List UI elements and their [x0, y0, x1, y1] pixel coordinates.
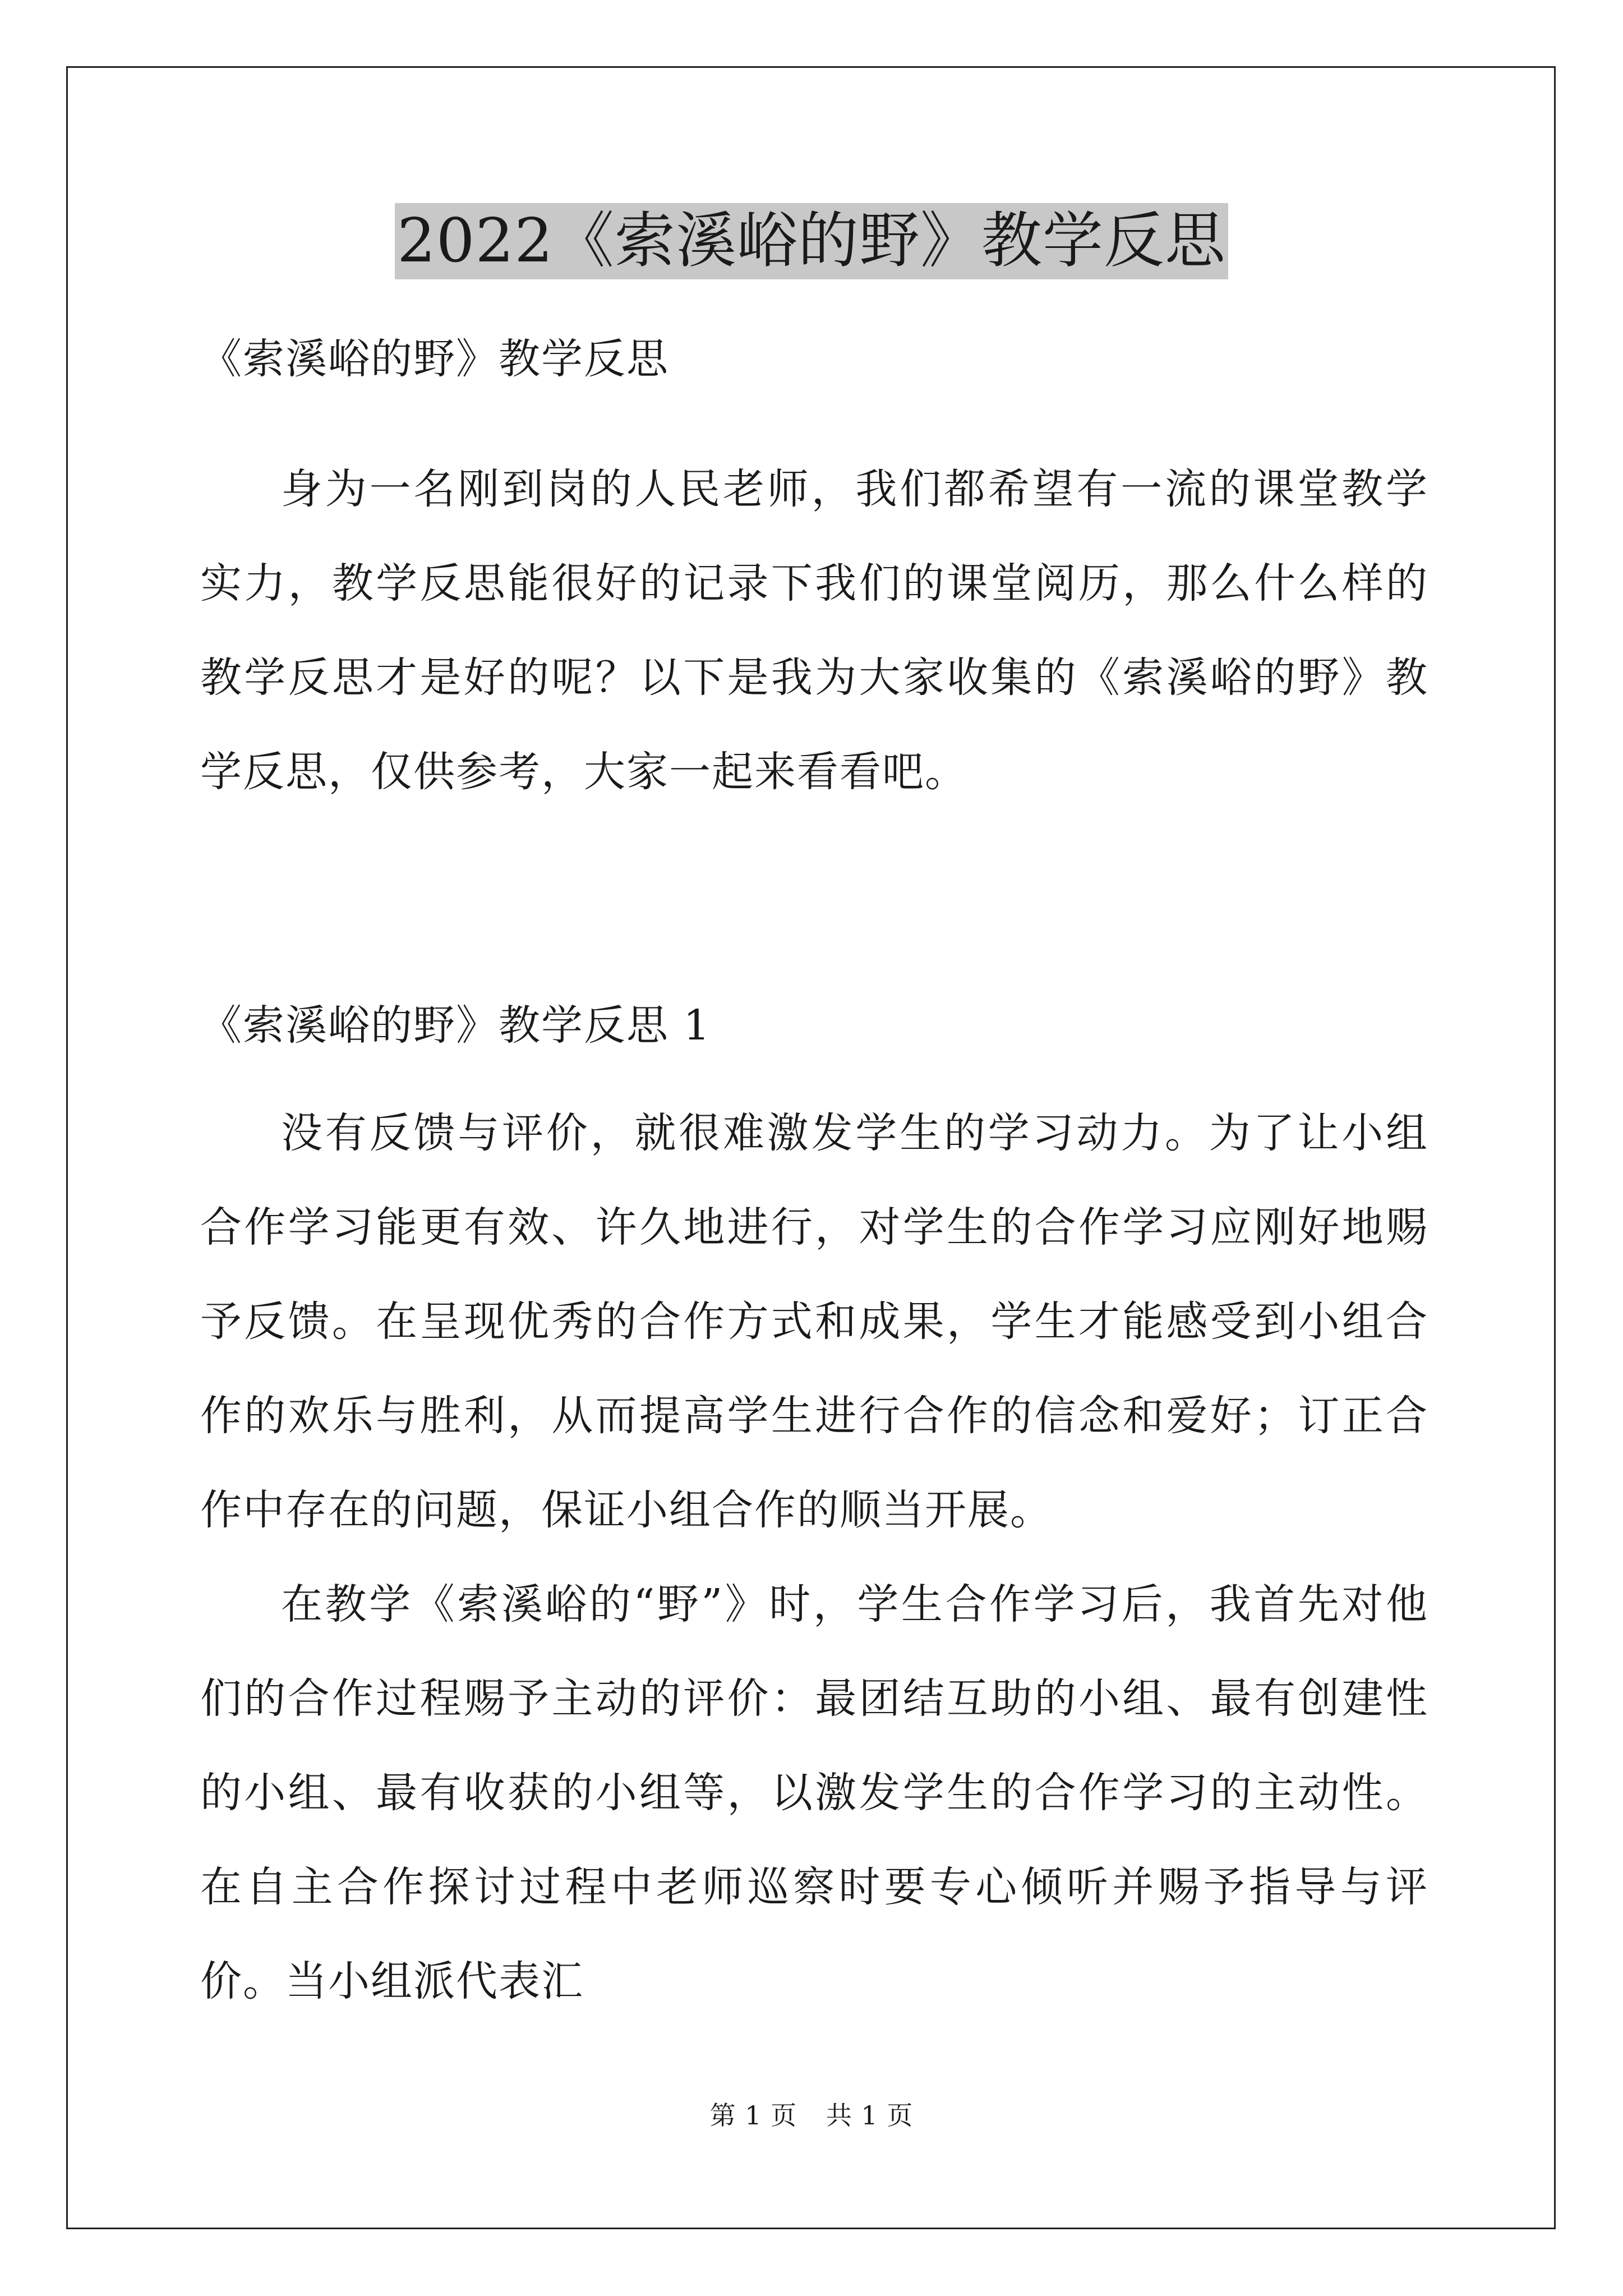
section1-heading-block [200, 978, 1428, 1073]
section1-body [200, 1086, 1428, 2028]
title-container [0, 203, 1623, 279]
intro-paragraph: 身为一名刚到岗的人民老师，我们都希望有一流的课堂教学实力，教学反思能很好的记录下我们的课堂阅历，那么什么样的教学反思才是好的呢？以下是我为大家收集的《索溪峪的野》教学反思，仅供参考，大家一起来看看吧。 [200, 465, 1428, 796]
page-footer [0, 2099, 1623, 2132]
section1-paragraph: 在教学《索溪峪的“野”》时，学生合作学习后，我首先对他们的合作过程赐予主动的评价：最团结互助的小组、最有创建性的小组、最有收获的小组等，以激发学生的合作学习的主动性。在自主合作探讨过程中老师巡察时要专心倾听并赐予指导与评价。当小组派代表汇 [200, 1580, 1428, 2005]
section1-heading: 《索溪峪的野》教学反思 1 [200, 1001, 711, 1050]
page-total: 共 1 页 [826, 2100, 914, 2131]
intro-heading-block [200, 312, 1428, 406]
intro-paragraph-block [200, 442, 1428, 819]
intro-heading: 《索溪峪的野》教学反思 [200, 335, 669, 383]
page-number: 第 1 页 [709, 2100, 797, 2131]
document-title: 2022《索溪峪的野》教学反思 [395, 203, 1228, 279]
section1-paragraph: 没有反馈与评价，就很难激发学生的学习动力。为了让小组合作学习能更有效、许久地进行，对学生的合作学习应刚好地赐予反馈。在呈现优秀的合作方式和成果，学生才能感受到小组合作的欢乐与胜利，从而提高学生进行合作的信念和爱好；订正合作中存在的问题，保证小组合作的顺当开展。 [200, 1109, 1428, 1534]
